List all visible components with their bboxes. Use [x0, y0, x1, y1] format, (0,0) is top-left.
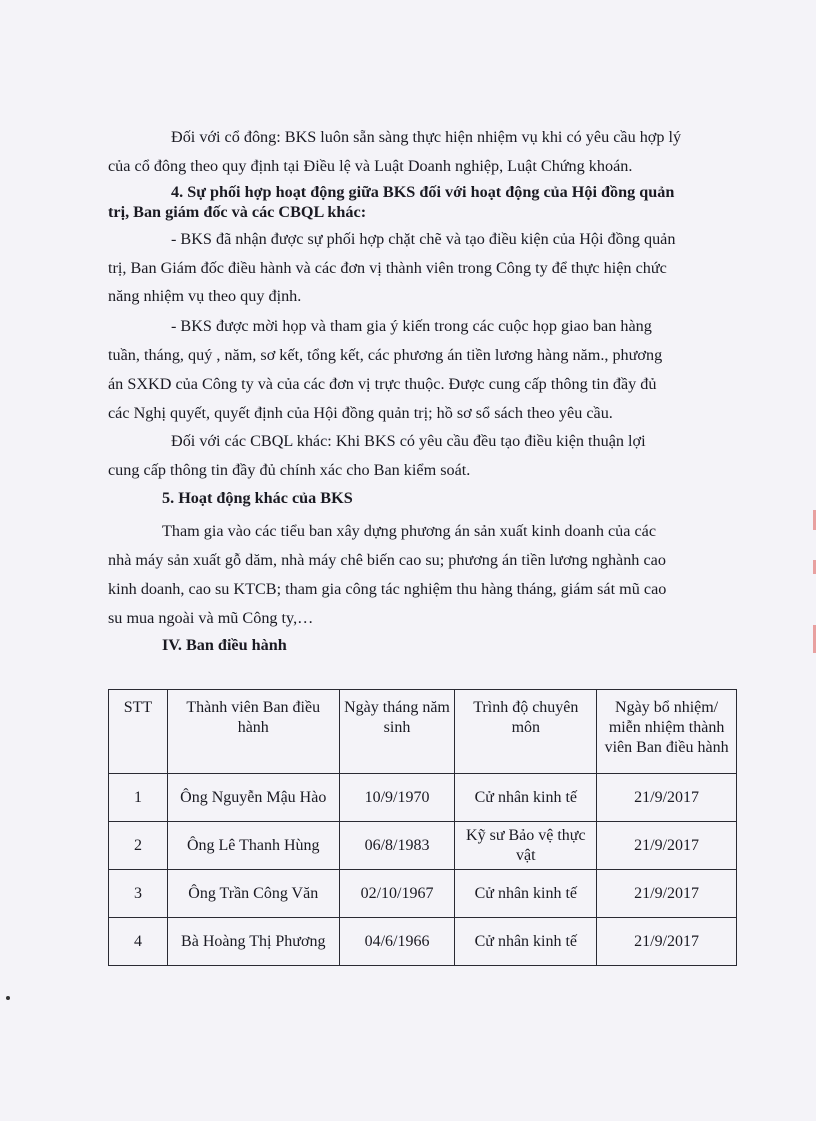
cbql-para-line-2: cung cấp thông tin đầy đủ chính xác cho Ban kiểm soát. [108, 461, 471, 479]
meetings-para-line-3: án SXKD của Công ty và của các đơn vị trực thuộc. Được cung cấp thông tin đầy đủ [108, 375, 657, 393]
header-appointment-date: Ngày bổ nhiệm/ miễn nhiệm thành viên Ban điều hành [597, 690, 737, 774]
cbql-para-line-1: Đối với các CBQL khác: Khi BKS có yêu cầu đều tạo điều kiện thuận lợi [171, 432, 646, 450]
shareholders-line-2: của cổ đông theo quy định tại Điều lệ và Luật Doanh nghiệp, Luật Chứng khoán. [108, 157, 633, 175]
section-5-heading: 5. Hoạt động khác của BKS [162, 489, 353, 507]
shareholders-line-1: Đối với cổ đông: BKS luôn sẵn sàng thực hiện nhiệm vụ khi có yêu cầu hợp lý [171, 128, 682, 146]
cell-member: Ông Lê Thanh Hùng [167, 822, 339, 870]
meetings-para-line-2: tuần, tháng, quý , năm, sơ kết, tổng kết, các phương án tiền lương hàng năm., phương [108, 346, 663, 364]
cell-stt: 4 [109, 918, 168, 966]
table-row [109, 774, 737, 822]
cell-birth-date: 10/9/1970 [339, 774, 455, 822]
other-activities-line-4: su mua ngoài và mũ Công ty,… [108, 609, 314, 627]
cell-birth-date: 06/8/1983 [339, 822, 455, 870]
cell-appointment-date: 21/9/2017 [597, 870, 737, 918]
cell-qualification: Cử nhân kinh tế [455, 870, 597, 918]
other-activities-line-1: Tham gia vào các tiểu ban xây dựng phương án sản xuất kinh doanh của các [162, 522, 657, 540]
section-iv-heading: IV. Ban điều hành [162, 636, 287, 654]
table-header-row [109, 690, 737, 774]
cell-member: Bà Hoàng Thị Phương [167, 918, 339, 966]
cell-qualification: Cử nhân kinh tế [455, 918, 597, 966]
cell-birth-date: 04/6/1966 [339, 918, 455, 966]
cell-appointment-date: 21/9/2017 [597, 774, 737, 822]
header-qualification: Trình độ chuyên môn [455, 690, 597, 774]
cell-stt: 3 [109, 870, 168, 918]
coordination-para-line-2: trị, Ban Giám đốc điều hành và các đơn vị thành viên trong Công ty để thực hiện chức [108, 259, 667, 277]
cell-qualification: Kỹ sư Bảo vệ thực vật [455, 822, 597, 870]
meetings-para-line-4: các Nghị quyết, quyết định của Hội đồng quản trị; hồ sơ sổ sách theo yêu cầu. [108, 404, 613, 422]
header-member: Thành viên Ban điều hành [167, 690, 339, 774]
section-4-heading-line-2: trị, Ban giám đốc và các CBQL khác: [108, 203, 367, 221]
executive-board-table [108, 689, 737, 966]
cell-appointment-date: 21/9/2017 [597, 822, 737, 870]
header-birth-date: Ngày tháng năm sinh [339, 690, 455, 774]
scan-speck [6, 996, 10, 1000]
table-row [109, 822, 737, 870]
header-stt: STT [109, 690, 168, 774]
section-4-heading-line-1: 4. Sự phối hợp hoạt động giữa BKS đối với hoạt động của Hội đồng quản [171, 183, 675, 201]
table-row [109, 870, 737, 918]
other-activities-line-2: nhà máy sản xuất gỗ dăm, nhà máy chê biến cao su; phương án tiền lương nghành cao [108, 551, 666, 569]
coordination-para-line-1: - BKS đã nhận được sự phối hợp chặt chẽ và tạo điều kiện của Hội đồng quản [171, 230, 676, 248]
cell-appointment-date: 21/9/2017 [597, 918, 737, 966]
cell-member: Ông Nguyễn Mậu Hào [167, 774, 339, 822]
cell-stt: 1 [109, 774, 168, 822]
cell-stt: 2 [109, 822, 168, 870]
table-row [109, 918, 737, 966]
cell-member: Ông Trần Công Văn [167, 870, 339, 918]
cell-birth-date: 02/10/1967 [339, 870, 455, 918]
cell-qualification: Cử nhân kinh tế [455, 774, 597, 822]
meetings-para-line-1: - BKS được mời họp và tham gia ý kiến trong các cuộc họp giao ban hàng [171, 317, 652, 335]
coordination-para-line-3: năng nhiệm vụ theo quy định. [108, 287, 302, 305]
other-activities-line-3: kinh doanh, cao su KTCB; tham gia công tác nghiệm thu hàng tháng, giám sát mũ cao [108, 580, 667, 598]
